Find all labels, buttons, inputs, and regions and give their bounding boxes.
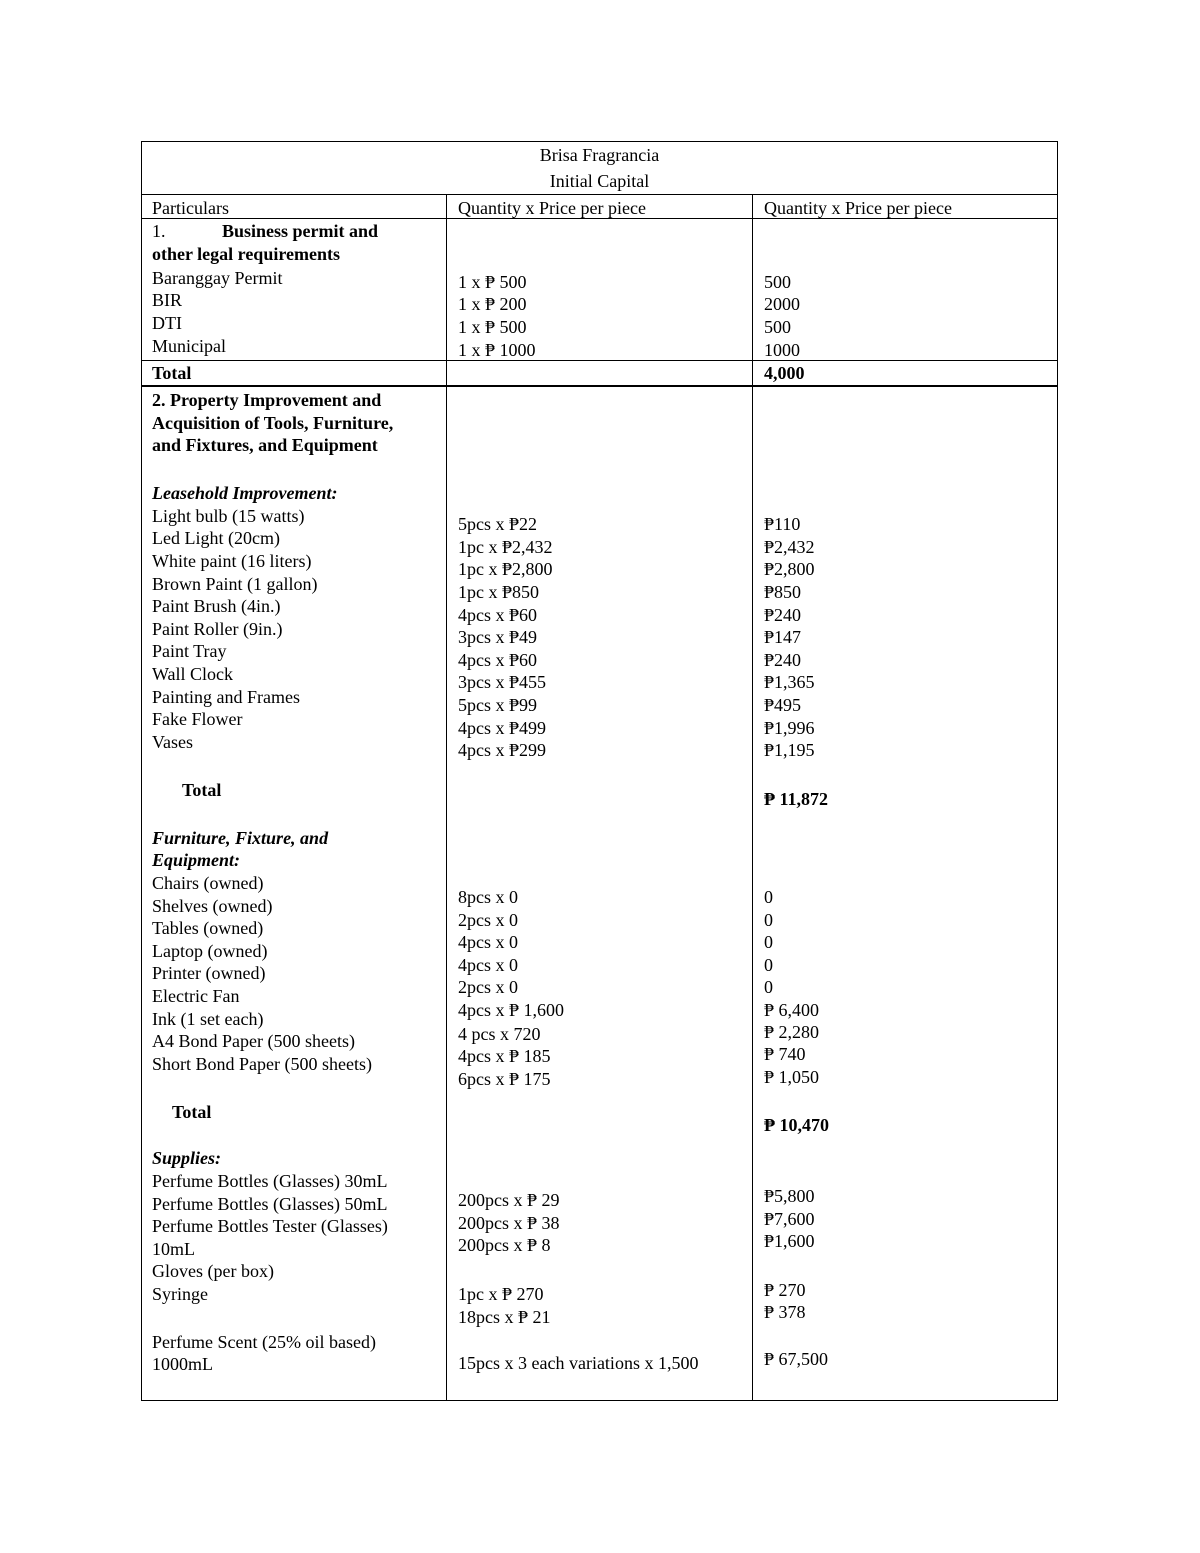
item-name: Chairs (owned) <box>152 873 264 893</box>
item-amount: ₱2,800 <box>764 559 815 579</box>
item-amount: ₱ 6,400 <box>764 1000 820 1020</box>
item-name: Paint Roller (9in.) <box>152 619 283 639</box>
item-quantity: 1 x ₱ 500 <box>458 317 527 337</box>
item-quantity: 4pcs x ₱60 <box>458 605 538 625</box>
item-name: Perfume Scent (25% oil based) <box>152 1332 376 1352</box>
row-divider <box>141 385 1058 387</box>
column-divider <box>752 194 753 1401</box>
item-quantity: 4pcs x 0 <box>458 955 518 975</box>
row-divider <box>141 360 1058 361</box>
total-value: ₱ 10,470 <box>764 1115 829 1135</box>
item-quantity: 8pcs x 0 <box>458 887 518 907</box>
item-quantity: 4pcs x ₱499 <box>458 718 547 738</box>
item-amount: ₱7,600 <box>764 1209 815 1229</box>
section-title: and Fixtures, and Equipment <box>152 435 378 455</box>
item-amount: 2000 <box>764 294 800 314</box>
header-particulars: Particulars <box>152 198 229 218</box>
item-name: A4 Bond Paper (500 sheets) <box>152 1031 355 1051</box>
total-label: Total <box>172 1102 212 1122</box>
item-name: Fake Flower <box>152 709 243 729</box>
header-amount: Quantity x Price per piece <box>764 198 952 218</box>
item-amount: ₱ 378 <box>764 1302 806 1322</box>
item-name: BIR <box>152 290 183 310</box>
item-amount: ₱ 270 <box>764 1280 806 1300</box>
item-amount: ₱ 740 <box>764 1044 806 1064</box>
item-amount: ₱495 <box>764 695 802 715</box>
column-divider <box>446 194 447 1401</box>
item-quantity: 1pc x ₱850 <box>458 582 539 602</box>
item-name: 10mL <box>152 1239 195 1259</box>
item-name: Brown Paint (1 gallon) <box>152 574 318 594</box>
subsection-heading: Equipment: <box>152 850 241 870</box>
item-quantity: 1 x ₱ 500 <box>458 272 527 292</box>
item-name: Laptop (owned) <box>152 941 268 961</box>
item-quantity: 2pcs x 0 <box>458 910 518 930</box>
header-quantity-price: Quantity x Price per piece <box>458 198 646 218</box>
item-amount: ₱240 <box>764 605 802 625</box>
item-name: Perfume Bottles (Glasses) 30mL <box>152 1171 388 1191</box>
item-amount: ₱147 <box>764 627 802 647</box>
item-amount: 0 <box>764 932 773 952</box>
item-name: Tables (owned) <box>152 918 264 938</box>
item-quantity: 4pcs x ₱ 1,600 <box>458 1000 565 1020</box>
item-name: White paint (16 liters) <box>152 551 312 571</box>
item-quantity: 1 x ₱ 200 <box>458 294 527 314</box>
item-amount: ₱1,996 <box>764 718 815 738</box>
item-quantity: 4pcs x 0 <box>458 932 518 952</box>
item-name: DTI <box>152 313 182 333</box>
item-name: Perfume Bottles (Glasses) 50mL <box>152 1194 388 1214</box>
item-name: Syringe <box>152 1284 208 1304</box>
item-quantity: 1pc x ₱ 270 <box>458 1284 544 1304</box>
total-value: 4,000 <box>764 363 805 383</box>
item-name: Led Light (20cm) <box>152 528 280 548</box>
item-amount: 0 <box>764 955 773 975</box>
item-name: Ink (1 set each) <box>152 1009 264 1029</box>
section-title: Acquisition of Tools, Furniture, <box>152 413 394 433</box>
item-quantity: 1 x ₱ 1000 <box>458 340 536 360</box>
item-quantity: 5pcs x ₱99 <box>458 695 538 715</box>
section-title: Business permit and <box>222 221 379 241</box>
item-quantity: 1pc x ₱2,432 <box>458 537 553 557</box>
document-subtitle: Initial Capital <box>549 171 650 191</box>
item-quantity: 1pc x ₱2,800 <box>458 559 553 579</box>
total-label: Total <box>152 363 192 383</box>
item-quantity: 5pcs x ₱22 <box>458 514 538 534</box>
item-name: Painting and Frames <box>152 687 300 707</box>
row-divider <box>141 194 1058 195</box>
item-quantity: 4pcs x ₱60 <box>458 650 538 670</box>
item-name: Municipal <box>152 336 226 356</box>
item-amount: 0 <box>764 910 773 930</box>
item-quantity: 4 pcs x 720 <box>458 1024 541 1044</box>
item-quantity: 3pcs x ₱455 <box>458 672 547 692</box>
item-amount: ₱1,600 <box>764 1231 815 1251</box>
item-name: Perfume Bottles Tester (Glasses) <box>152 1216 388 1236</box>
subsection-heading: Leasehold Improvement: <box>152 483 338 503</box>
item-name: Electric Fan <box>152 986 240 1006</box>
total-value: ₱ 11,872 <box>764 789 829 809</box>
section-title: other legal requirements <box>152 244 340 264</box>
item-name: Short Bond Paper (500 sheets) <box>152 1054 372 1074</box>
item-quantity: 4pcs x ₱299 <box>458 740 547 760</box>
item-amount: ₱ 1,050 <box>764 1067 820 1087</box>
item-quantity: 4pcs x ₱ 185 <box>458 1046 551 1066</box>
item-amount: ₱ 2,280 <box>764 1022 820 1042</box>
item-name: Baranggay Permit <box>152 268 283 288</box>
item-amount: 1000 <box>764 340 800 360</box>
item-amount: ₱1,365 <box>764 672 815 692</box>
item-quantity: 2pcs x 0 <box>458 977 518 997</box>
section-number: 1. <box>152 221 166 241</box>
item-quantity: 200pcs x ₱ 29 <box>458 1190 560 1210</box>
item-amount: ₱110 <box>764 514 801 534</box>
item-amount: ₱5,800 <box>764 1186 815 1206</box>
item-name: Printer (owned) <box>152 963 266 983</box>
document-title: Brisa Fragrancia <box>539 145 660 165</box>
item-name: Shelves (owned) <box>152 896 273 916</box>
item-quantity: 3pcs x ₱49 <box>458 627 538 647</box>
item-name: Gloves (per box) <box>152 1261 274 1281</box>
item-amount: 500 <box>764 317 791 337</box>
item-amount: ₱ 67,500 <box>764 1349 829 1369</box>
item-amount: ₱2,432 <box>764 537 815 557</box>
item-name: Vases <box>152 732 193 752</box>
item-amount: ₱240 <box>764 650 802 670</box>
total-label: Total <box>182 780 222 800</box>
item-name: Paint Brush (4in.) <box>152 596 281 616</box>
item-name: Paint Tray <box>152 641 227 661</box>
item-amount: 0 <box>764 977 773 997</box>
item-amount: 0 <box>764 887 773 907</box>
item-name: Light bulb (15 watts) <box>152 506 305 526</box>
item-amount: ₱850 <box>764 582 802 602</box>
item-quantity: 6pcs x ₱ 175 <box>458 1069 551 1089</box>
item-amount: 500 <box>764 272 791 292</box>
item-name: Wall Clock <box>152 664 234 684</box>
item-name: 1000mL <box>152 1354 213 1374</box>
section-title: 2. Property Improvement and <box>152 390 382 410</box>
item-quantity: 200pcs x ₱ 38 <box>458 1213 560 1233</box>
subsection-heading: Supplies: <box>152 1148 222 1168</box>
item-quantity: 200pcs x ₱ 8 <box>458 1235 551 1255</box>
item-quantity: 18pcs x ₱ 21 <box>458 1307 551 1327</box>
subsection-heading: Furniture, Fixture, and <box>152 828 329 848</box>
item-quantity: 15pcs x 3 each variations x 1,500 <box>458 1353 699 1373</box>
item-amount: ₱1,195 <box>764 740 815 760</box>
